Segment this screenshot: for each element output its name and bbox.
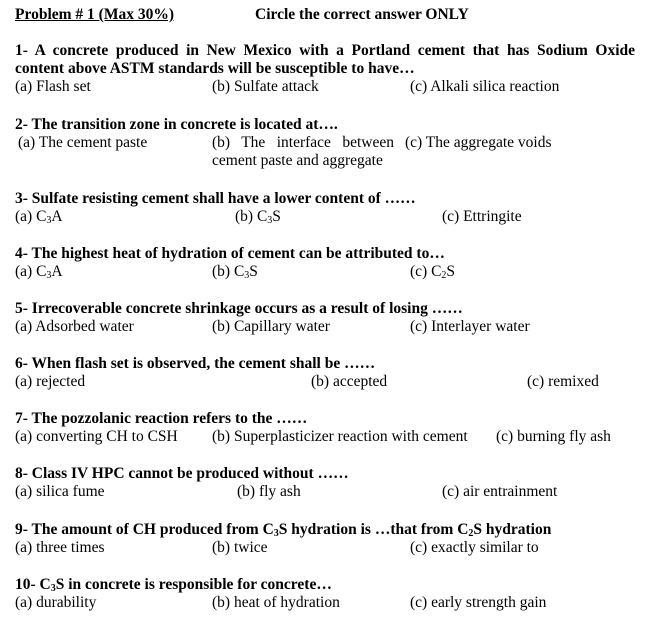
option-b[interactable]: (b) Superplasticizer reaction with cement [212, 428, 468, 445]
option-b[interactable]: (b) accepted [311, 373, 388, 390]
question-10 [15, 576, 635, 612]
option-a[interactable]: (a) converting CH to CSH [15, 428, 178, 445]
option-b[interactable]: (b) $C_3S$ [212, 263, 258, 281]
problem-title: Problem # 1 (Max 30%) [15, 6, 174, 23]
answer-options [15, 78, 635, 96]
option-a[interactable]: (a) $C_3A$ [15, 208, 63, 226]
option-b[interactable]: (b) twice [212, 539, 268, 556]
question-5 [15, 300, 635, 336]
option-b[interactable]: (b) Sulfate attack [212, 78, 319, 95]
question-2 [15, 116, 635, 170]
option-a[interactable]: (a) $C_3A$ [15, 263, 63, 281]
option-b[interactable]: (b) Capillary water [212, 318, 330, 335]
option-c[interactable]: (c) The aggregate voids [405, 134, 552, 151]
option-a[interactable]: (a) durability [15, 594, 97, 611]
answer-options [15, 318, 635, 336]
question-text: 1- A concrete produced in New Mexico with a Portland cement that has Sodium Oxide content above ASTM standards will be susceptible to have… [15, 42, 635, 77]
answer-options [15, 263, 635, 281]
question-6 [15, 355, 635, 391]
answer-options [15, 428, 635, 446]
instruction-text: Circle the correct answer ONLY [255, 6, 469, 23]
question-text: 6- When flash set is observed, the cement shall be …… [15, 355, 376, 372]
option-a[interactable]: (a) silica fume [15, 483, 105, 500]
option-c[interactable]: (c) Ettringite [442, 208, 522, 225]
option-b[interactable]: (b) The interface between cement paste and aggregate [212, 134, 394, 169]
option-c[interactable]: (c) $C_2S$ [410, 263, 456, 281]
problem-header [15, 6, 635, 26]
question-text: 7- The pozzolanic reaction refers to the …… [15, 410, 308, 427]
answer-options [15, 539, 635, 557]
question-1 [15, 42, 635, 96]
answer-options [15, 483, 635, 501]
question-text: 4- The highest heat of hydration of cement can be attributed to… [15, 245, 445, 262]
question-8 [15, 465, 635, 501]
option-c[interactable]: (c) Interlayer water [410, 318, 530, 335]
option-c[interactable]: (c) air entrainment [442, 483, 558, 500]
answer-options [15, 134, 635, 170]
option-a[interactable]: (a) Flash set [15, 78, 91, 95]
option-b[interactable]: (b) fly ash [237, 483, 301, 500]
question-9 [15, 521, 635, 557]
option-c[interactable]: (c) early strength gain [410, 594, 547, 611]
option-a[interactable]: (a) The cement paste [18, 134, 148, 151]
question-text: 2- The transition zone in concrete is located at…. [15, 116, 338, 133]
option-a[interactable]: (a) Adsorbed water [15, 318, 134, 335]
answer-options [15, 208, 635, 226]
question-3 [15, 190, 635, 226]
answer-options [15, 373, 635, 391]
option-c[interactable]: (c) exactly similar to [410, 539, 539, 556]
option-a[interactable]: (a) rejected [15, 373, 86, 390]
question-text: 10- $C_3S$ in concrete is responsible for concrete… [15, 576, 332, 594]
question-4 [15, 245, 635, 281]
answer-options [15, 594, 635, 612]
question-7 [15, 410, 635, 446]
option-c[interactable]: (c) remixed [527, 373, 599, 390]
question-text: 8- Class IV HPC cannot be produced without …… [15, 465, 349, 482]
option-c[interactable]: (c) burning fly ash [496, 428, 611, 445]
option-a[interactable]: (a) three times [15, 539, 105, 556]
question-text: 9- The amount of CH produced from $C_3S$ hydration is …that from $C_2S$ hydration [15, 521, 552, 539]
option-b[interactable]: (b) heat of hydration [212, 594, 340, 611]
option-c[interactable]: (c) Alkali silica reaction [410, 78, 560, 95]
option-b[interactable]: (b) $C_3S$ [235, 208, 281, 226]
question-text: 5- Irrecoverable concrete shrinkage occurs as a result of losing …… [15, 300, 463, 317]
question-text: 3- Sulfate resisting cement shall have a lower content of …… [15, 190, 416, 207]
